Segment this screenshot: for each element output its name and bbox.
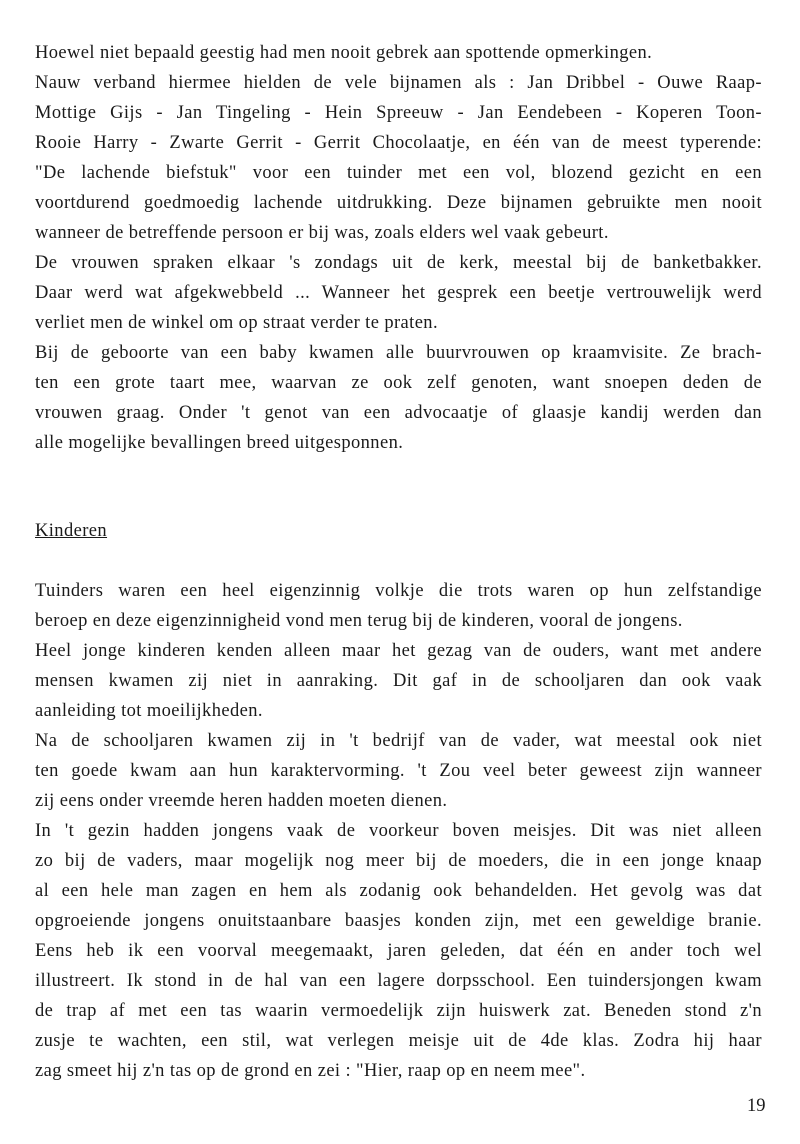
page-number: 19 xyxy=(747,1096,766,1116)
text-line: Eens heb ik een voorval meegemaakt, jaren geleden, dat één en ander toch wel xyxy=(35,941,762,961)
section-intro xyxy=(35,38,762,458)
text-line: Rooie Harry - Zwarte Gerrit - Gerrit Chocolaatje, en één van de meest typerende: xyxy=(35,133,762,153)
text-line: Hoewel niet bepaald geestig had men nooit gebrek aan spottende opmerkingen. xyxy=(35,43,653,63)
text-line: voortdurend goedmoedig lachende uitdrukking. Deze bijnamen gebruikte men nooit xyxy=(35,193,762,213)
text-line: wanneer de betreffende persoon er bij was, zoals elders wel vaak gebeurt. xyxy=(35,223,609,243)
text-line: illustreert. Ik stond in de hal van een lagere dorpsschool. Een tuindersjongen kwam xyxy=(35,971,762,991)
text-line: zag smeet hij z'n tas op de grond en zei : "Hier, raap op en neem mee". xyxy=(35,1061,586,1081)
text-line: aanleiding tot moeilijkheden. xyxy=(35,701,263,721)
text-line: Heel jonge kinderen kenden alleen maar het gezag van de ouders, want met andere xyxy=(35,641,762,661)
paragraph xyxy=(35,38,762,68)
text-line: Mottige Gijs - Jan Tingeling - Hein Spreeuw - Jan Eendebeen - Koperen Toon- xyxy=(35,103,762,123)
text-line: In 't gezin hadden jongens vaak de voorkeur boven meisjes. Dit was niet alleen xyxy=(35,821,762,841)
paragraph xyxy=(35,248,762,338)
text-line: mensen kwamen zij niet in aanraking. Dit gaf in de schooljaren dan ook vaak xyxy=(35,671,762,691)
paragraph xyxy=(35,816,762,1086)
text-line: zij eens onder vreemde heren hadden moeten dienen. xyxy=(35,791,448,811)
text-line: alle mogelijke bevallingen breed uitgesponnen. xyxy=(35,433,404,453)
paragraph xyxy=(35,68,762,248)
paragraph xyxy=(35,726,762,816)
text-line: ten een grote taart mee, waarvan ze ook zelf genoten, want snoepen deden de xyxy=(35,373,762,393)
text-line: zo bij de vaders, maar mogelijk nog meer bij de moeders, die in een jonge knaap xyxy=(35,851,762,871)
text-line: ten goede kwam aan hun karaktervorming. 't Zou veel beter geweest zijn wanneer xyxy=(35,761,762,781)
text-line: Nauw verband hiermee hielden de vele bijnamen als : Jan Dribbel - Ouwe Raap- xyxy=(35,73,762,93)
text-line: De vrouwen spraken elkaar 's zondags uit de kerk, meestal bij de banketbakker. xyxy=(35,253,762,273)
text-line: de trap af met een tas waarin vermoedelijk zijn huiswerk zat. Beneden stond z'n xyxy=(35,1001,762,1021)
section-heading-kinderen: Kinderen xyxy=(35,521,108,541)
paragraph xyxy=(35,636,762,726)
text-line: opgroeiende jongens onuitstaanbare baasjes konden zijn, met een geweldige branie. xyxy=(35,911,762,931)
text-line: verliet men de winkel om op straat verder te praten. xyxy=(35,313,438,333)
paragraph xyxy=(35,576,762,636)
text-line: zusje te wachten, een stil, wat verlegen meisje uit de 4de klas. Zodra hij haar xyxy=(35,1031,762,1051)
text-line: beroep en deze eigenzinnigheid vond men terug bij de kinderen, vooral de jongens. xyxy=(35,611,683,631)
paragraph xyxy=(35,338,762,458)
text-line: "De lachende biefstuk" voor een tuinder met een vol, blozend gezicht en een xyxy=(35,163,762,183)
text-line: al een hele man zagen en hem als zodanig ook behandelden. Het gevolg was dat xyxy=(35,881,762,901)
section-kinderen xyxy=(35,576,762,1086)
text-line: Bij de geboorte van een baby kwamen alle buurvrouwen op kraamvisite. Ze brach- xyxy=(35,343,762,363)
text-line: vrouwen graag. Onder 't genot van een advocaatje of glaasje kandij werden dan xyxy=(35,403,762,423)
text-line: Tuinders waren een heel eigenzinnig volkje die trots waren op hun zelfstandige xyxy=(35,581,762,601)
text-line: Daar werd wat afgekwebbeld ... Wanneer het gesprek een beetje vertrouwelijk werd xyxy=(35,283,762,303)
text-line: Na de schooljaren kwamen zij in 't bedrijf van de vader, wat meestal ook niet xyxy=(35,731,762,751)
